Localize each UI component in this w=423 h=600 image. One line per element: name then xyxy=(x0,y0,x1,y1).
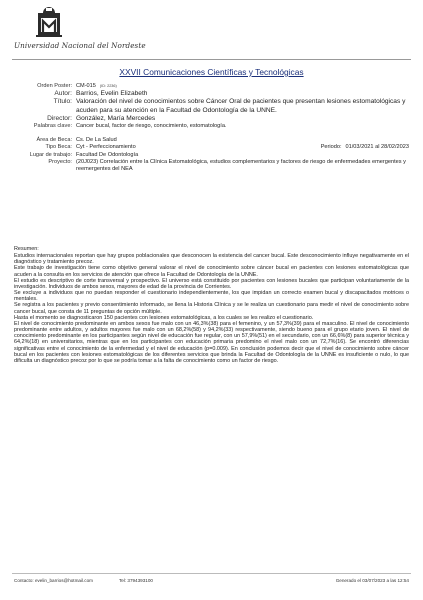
contact-tel: Tel: 3794393100 xyxy=(118,578,153,583)
proyecto-value: (20J023) Correlación entre la Clínica Estomatológica, estudios complementarios y factores de riesgo de enfermedades emergentes y reemergentes del NEA xyxy=(76,158,406,173)
resumen-section xyxy=(14,246,409,364)
area-beca-value: Cs. De La Salud xyxy=(76,137,117,144)
palabras-clave-value: Cancer bucal, factor de riesgo, conocimiento, estomatología. xyxy=(76,123,227,130)
university-name: Universidad Nacional del Nordeste xyxy=(14,41,146,50)
document-header xyxy=(14,6,146,50)
resumen-paragraph: Se excluye a individuos que no puedan responder el cuestionario independientemente, los que impidan un correcto examen bucal y discapacitados motrices o mentales. xyxy=(14,290,409,303)
resumen-paragraph: El estudio es descriptivo de corte transversal y prospectivo. El universo está constituido por pacientes con lesiones bucales que participan voluntariamente de la investigación. Individuos de ambos sexos, mayores de edad de la provincia de Corrientes. xyxy=(14,277,409,290)
proyecto-label: Proyecto: xyxy=(48,158,72,165)
header-divider xyxy=(12,59,411,60)
periodo xyxy=(315,144,409,151)
periodo-value: 01/03/2021 al 28/02/2023 xyxy=(345,144,409,151)
area-beca-label: Área de Beca: xyxy=(36,137,72,144)
poster-id: (ID: 2236) xyxy=(99,84,117,88)
orden-row xyxy=(12,83,409,90)
titulo-row xyxy=(12,98,409,114)
resumen-title: Resumen: xyxy=(14,246,39,252)
lugar-trabajo-value: Facultad De Odontología xyxy=(76,151,139,158)
resumen-paragraph: Estudios internacionales reportan que hay grupos poblacionales que desconocen la existencia del cancer bucal. Este desconocimiento influye negativamente en el diagnóstico y tratamiento precoz. xyxy=(14,253,409,266)
palabras-clave-label: Palabras clave: xyxy=(33,123,72,130)
proyecto-row xyxy=(12,159,409,173)
orden-value: CM-015 xyxy=(76,83,96,89)
palabras-clave-row xyxy=(12,123,409,130)
contact-email: Contacto: evelin_barrios@hotmail.com xyxy=(14,578,93,583)
unne-logo-icon xyxy=(36,6,62,40)
document-footer xyxy=(14,578,409,583)
director-value: González, María Mercedes xyxy=(76,114,156,122)
tipo-beca-value: Cyt - Perfeccionamiento xyxy=(76,144,136,151)
lugar-trabajo-row xyxy=(12,152,409,159)
conference-title: XXVII Comunicaciones Científicas y Tecnológicas xyxy=(119,67,304,77)
director-row xyxy=(12,115,409,123)
autor-row xyxy=(12,90,409,98)
periodo-label: Periodo: xyxy=(320,144,342,151)
area-beca-row xyxy=(12,137,409,144)
titulo-value: Valoración del nivel de conocimientos sobre Cáncer Oral de pacientes que presentan lesiones estomatológicas y acuden para su atención en la Facultad de Odontología de la UNNE. xyxy=(76,98,406,114)
tipo-beca-label: Tipo Beca: xyxy=(45,144,72,151)
autor-value: Barrios, Evelin Elizabeth xyxy=(76,90,148,98)
orden-label: Orden Poster: xyxy=(37,83,72,89)
resumen-paragraph: Se registra a los pacientes y previo consentimiento informado, se llena la Historia Clínica y se le realiza un cuestionario para medir el nivel de conocimiento sobre cancer bucal, que consta de 11 preguntas de opción múltiple. xyxy=(14,302,409,315)
titulo-label: Título: xyxy=(53,98,72,106)
lugar-trabajo-label: Lugar de trabajo: xyxy=(29,151,72,158)
autor-label: Autor: xyxy=(54,90,72,98)
resumen-paragraph: Hasta el momento se diagnosticaron 150 pacientes con lesiones estomatológicas, a los cuales se les realizo el cuestionario. xyxy=(14,314,314,321)
director-label: Director: xyxy=(47,114,72,122)
footer-divider xyxy=(12,573,411,574)
tipo-beca-row xyxy=(12,144,409,151)
poster-metadata xyxy=(12,83,409,173)
generated-date: Generado el 03/07/2023 a las 12:54 xyxy=(335,578,409,583)
resumen-paragraph: El nivel de conocimiento predominante en ambos sexos fue malo con un 46,3%(38) para el femenino, y un 57,3%(39) para el masculino. El nivel de conocimiento predominante entre adultos, y adultos mayores fue malo con un 68,2%(58) y 94,2%(33) respectivamente, siendo bueno para el grupo etario joven. El nivel de conocimiento predominante en los participantes según nivel de educación fue regular, con un 57,9%(51) en el secundario, con un 66,6%(8) para superior técnica y 64,2%(18) en universitarios, mientras que en los participantes con educación primaria predomino el nivel malo con un 72,7%(16). Se encontró diferencias significativas entre el conocimiento de la enfermedad y el nivel de educación (p=0.009). En conclusión podemos decir que el nivel de conocimiento sobre cáncer bucal en los pacientes con lesiones estomatológicas de los diferentes servicios que brinda la Facultad de Odontología de la UNNE es insuficiente o nulo, lo que dificulta un diagnóstico precoz por lo que se podría tomar a la falta de conocimiento como un factor de riesgo. xyxy=(14,320,409,364)
resumen-paragraph: Este trabajo de investigación tiene como objetivo general valorar el nivel de conocimiento sobre cáncer bucal en pacientes con lesiones estomatológicas que acuden a la consulta en los servicios de atención que ofrece la Facultad de Odontología de la UNNE. xyxy=(14,265,409,278)
